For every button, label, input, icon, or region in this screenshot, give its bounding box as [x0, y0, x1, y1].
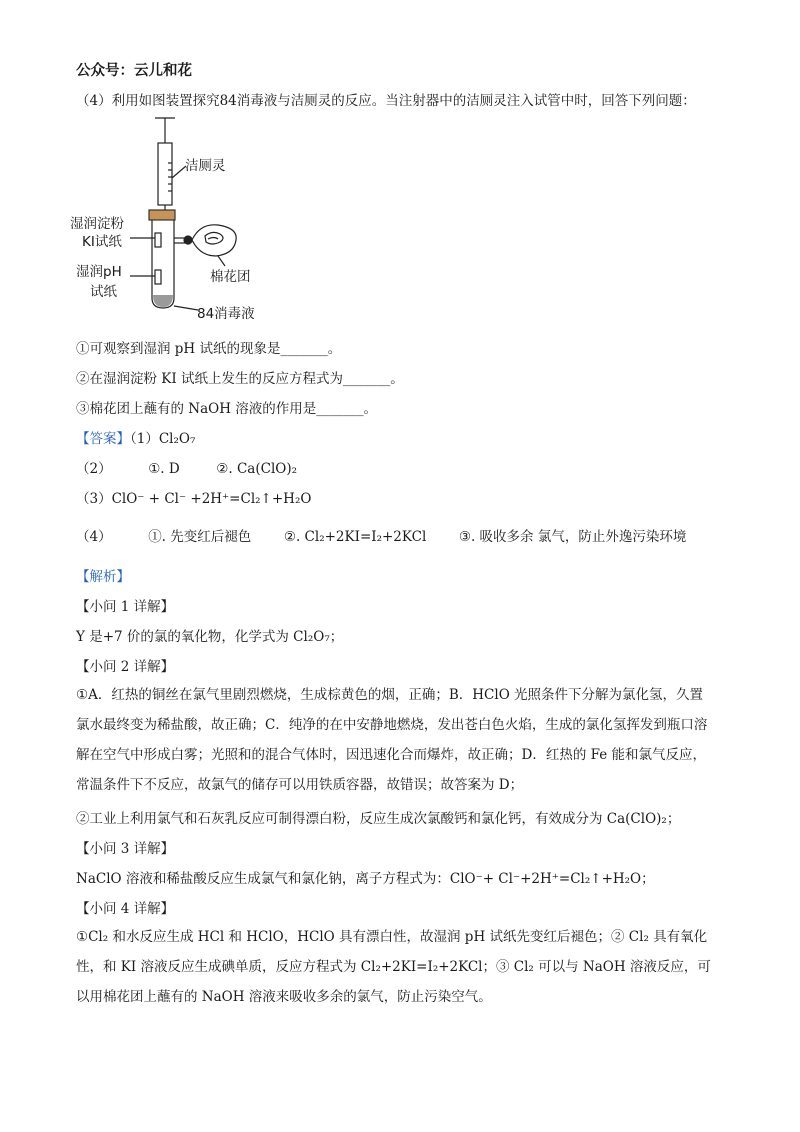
- answer-1-prefix: （1）: [130, 431, 159, 447]
- sub-question-3: ③棉花团上蘸有的 NaOH 溶液的作用是_______。: [76, 401, 378, 417]
- analysis-tag: 【解析】: [76, 569, 130, 585]
- answer-4-part3: ③. 吸收多余 氯气，防止外逸污染环境: [458, 529, 687, 545]
- answer-4-part2: ②. Cl₂+2KI=I₂+2KCl: [283, 529, 427, 545]
- answer-2-part2: ②. Ca(ClO)₂: [216, 461, 298, 477]
- answer-2-part1: ①. D: [148, 461, 180, 477]
- label-cleaner: 洁厕灵: [185, 158, 226, 174]
- answer-3: （3）ClO⁻ + Cl⁻ +2H⁺=Cl₂↑+H₂O: [76, 491, 312, 507]
- analysis-q3-title: 【小问 3 详解】: [76, 841, 175, 857]
- analysis-q2-title: 【小问 2 详解】: [76, 659, 175, 675]
- label-disinfectant: 84消毒液: [197, 306, 255, 322]
- analysis-q4-text: ①Cl₂ 和水反应生成 HCl 和 HClO，HClO 具有漂白性，故湿润 pH 试纸先变红后褪色；② Cl₂ 具有氧化性，和 KI 溶液反应生成碘单质，反应方程式为 Cl₂+2KI=I₂+2KCl；③ Cl₂ 可以与 NaOH 溶液反应，可以用棉花团上蘸有的 NaOH 溶液来吸收多余的氯气，防止污染空气。: [76, 929, 711, 1005]
- analysis-q4-title: 【小问 4 详解】: [76, 901, 175, 917]
- label-ph-paper-line1: 湿润pH: [76, 264, 122, 280]
- answer-1-formula: Cl₂O₇: [158, 431, 196, 447]
- sub-question-2: ②在湿润淀粉 KI 试纸上发生的反应方程式为_______。: [76, 371, 404, 387]
- sub-question-1: ①可观察到湿润 pH 试纸的现象是_______。: [76, 341, 342, 357]
- analysis-q1-text: Y 是+7 价的氯的氧化物，化学式为 Cl₂O₇；: [76, 629, 344, 645]
- label-cotton: 棉花团: [210, 269, 251, 285]
- page-header: 公众号：云儿和花: [76, 63, 192, 79]
- label-ph-paper-line2: 试纸: [90, 284, 117, 300]
- analysis-q3-text: NaClO 溶液和稀盐酸反应生成氯气和氯化钠，离子方程式为：ClO⁻+ Cl⁻+2H⁺=Cl₂↑+H₂O；: [76, 871, 655, 887]
- answer-line-2: [76, 460, 297, 478]
- answer-tag: 【答案】: [76, 431, 130, 447]
- answer-line-1: [76, 430, 195, 448]
- label-ki-paper-line2: KI试纸: [82, 234, 122, 250]
- analysis-q1-title: 【小问 1 详解】: [76, 599, 175, 615]
- answer-4-prefix: （4）: [76, 529, 112, 545]
- answer-2-prefix: （2）: [76, 461, 112, 477]
- question-4-intro: （4）利用如图装置探究84消毒液与洁厕灵的反应。当注射器中的洁厕灵注入试管中时，回答下列问题：: [76, 93, 696, 109]
- answer-4-part1: ①. 先变红后褪色: [148, 529, 252, 545]
- analysis-q2-text-2: ②工业上利用氯气和石灰乳反应可制得漂白粉，反应生成次氯酸钙和氯化钙，有效成分为 Ca(ClO)₂；: [76, 811, 681, 827]
- analysis-q2-text-1: ①A．红热的铜丝在氯气里剧烈燃烧，生成棕黄色的烟，正确；B．HClO 光照条件下分解为氯化氢，久置氯水最终变为稀盐酸，故正确；C．纯净的在中安静地燃烧，发出苍白色火焰，生成的氯化氢挥发到瓶口溶解在空气中形成白雾；光照和的混合气体时，因迅速化合而爆炸，故正确；D．红热的 Fe 能和氯气反应，常温条件下不反应，故氯气的储存可以用铁质容器，故错误；故答案为 D；: [76, 687, 708, 793]
- apparatus-figure: [60, 108, 260, 322]
- label-ki-paper-line1: 湿润淀粉: [70, 216, 124, 232]
- answer-line-4: [76, 528, 686, 546]
